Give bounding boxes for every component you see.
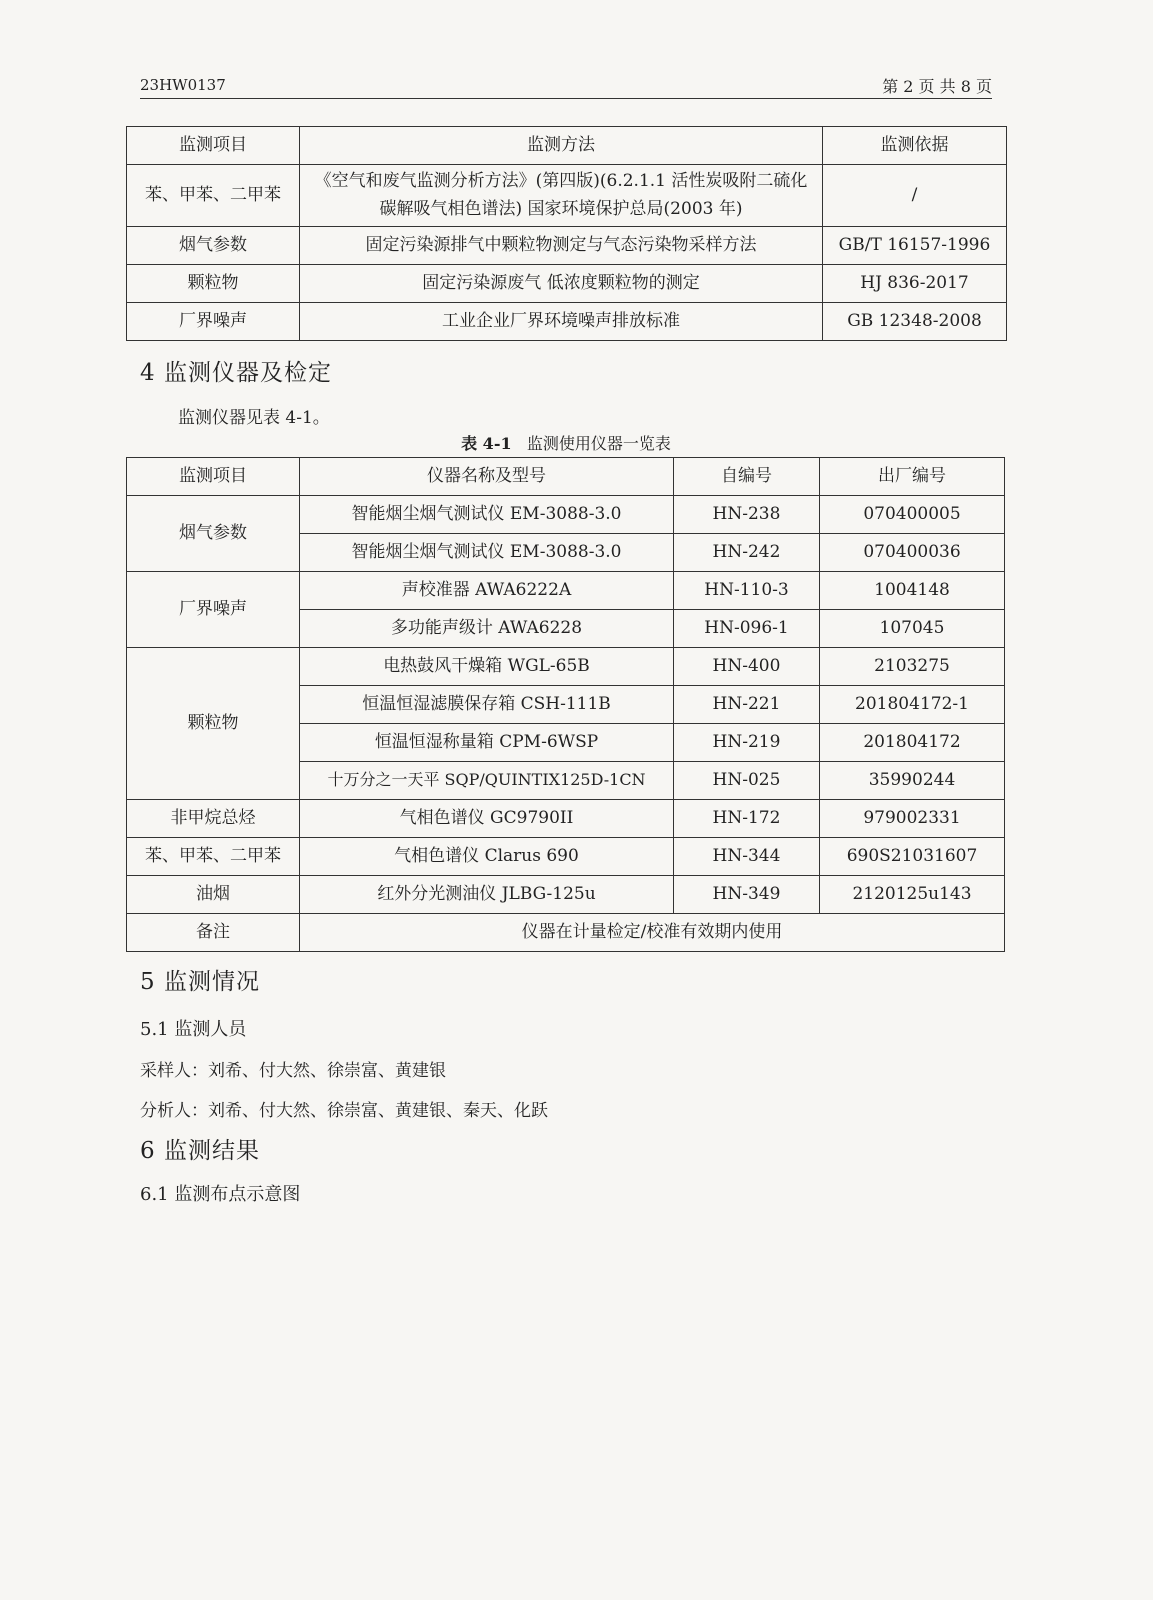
table-row — [127, 838, 1005, 876]
samplers-line: 采样人：刘希、付大然、徐崇富、黄建银 — [140, 1061, 446, 1081]
table-cell: GB/T 16157-1996 — [823, 227, 1007, 265]
table-cell: 声校准器 AWA6222A — [300, 572, 674, 610]
table-cell: HJ 836-2017 — [823, 265, 1007, 303]
table-header-row — [127, 127, 1007, 165]
table-cell: 690S21031607 — [820, 838, 1005, 876]
table-cell: HN-242 — [674, 534, 820, 572]
section-6-title: 6 监测结果 — [140, 1138, 260, 1164]
table-cell: 201804172-1 — [820, 686, 1005, 724]
table-cell: 颗粒物 — [127, 265, 300, 303]
group-label: 苯、甲苯、二甲苯 — [127, 838, 300, 876]
section-4-title: 4 监测仪器及检定 — [140, 360, 332, 386]
column-header: 自编号 — [674, 458, 820, 496]
table-cell: 979002331 — [820, 800, 1005, 838]
table-row — [127, 800, 1005, 838]
table-cell: 35990244 — [820, 762, 1005, 800]
table-caption-title: 监测使用仪器一览表 — [526, 434, 671, 453]
table-row — [127, 876, 1005, 914]
table-cell: 电热鼓风干燥箱 WGL-65B — [300, 648, 674, 686]
table-cell: HN-221 — [674, 686, 820, 724]
table-cell: 恒温恒湿称量箱 CPM-6WSP — [300, 724, 674, 762]
table-cell: HN-349 — [674, 876, 820, 914]
table-cell: HN-096-1 — [674, 610, 820, 648]
column-header: 监测项目 — [127, 127, 300, 165]
table-cell: 苯、甲苯、二甲苯 — [127, 165, 300, 227]
table-row — [127, 572, 1005, 610]
table-caption-number: 表 4-1 — [461, 434, 512, 453]
column-header: 监测依据 — [823, 127, 1007, 165]
table-cell: 十万分之一天平 SQP/QUINTIX125D-1CN — [300, 762, 674, 800]
section-4-intro: 监测仪器见表 4-1。 — [178, 408, 330, 428]
table-row — [127, 496, 1005, 534]
column-header: 监测方法 — [300, 127, 823, 165]
table-cell: 107045 — [820, 610, 1005, 648]
remark-row — [127, 914, 1005, 952]
group-label: 颗粒物 — [127, 648, 300, 800]
column-header: 监测项目 — [127, 458, 300, 496]
section-5-1-title: 5.1 监测人员 — [140, 1019, 247, 1040]
table-cell: 固定污染源废气 低浓度颗粒物的测定 — [300, 265, 823, 303]
page-header — [140, 72, 992, 99]
table-cell: 智能烟尘烟气测试仪 EM-3088-3.0 — [300, 496, 674, 534]
table-cell: HN-025 — [674, 762, 820, 800]
table-cell: GB 12348-2008 — [823, 303, 1007, 341]
remark-label: 备注 — [127, 914, 300, 952]
table-cell: 智能烟尘烟气测试仪 EM-3088-3.0 — [300, 534, 674, 572]
table-row — [127, 227, 1007, 265]
table-cell: HN-110-3 — [674, 572, 820, 610]
remark-text: 仪器在计量检定/校准有效期内使用 — [300, 914, 1005, 952]
table-cell: HN-344 — [674, 838, 820, 876]
column-header: 仪器名称及型号 — [300, 458, 674, 496]
table-cell: 气相色谱仪 Clarus 690 — [300, 838, 674, 876]
table-cell: HN-172 — [674, 800, 820, 838]
group-label: 油烟 — [127, 876, 300, 914]
section-6-1-title: 6.1 监测布点示意图 — [140, 1184, 301, 1205]
table-cell: 固定污染源排气中颗粒物测定与气态污染物采样方法 — [300, 227, 823, 265]
table-cell: 多功能声级计 AWA6228 — [300, 610, 674, 648]
table-row — [127, 265, 1007, 303]
table-cell: / — [823, 165, 1007, 227]
table-cell: 烟气参数 — [127, 227, 300, 265]
table-cell: 厂界噪声 — [127, 303, 300, 341]
table-cell: HN-219 — [674, 724, 820, 762]
table-cell: HN-400 — [674, 648, 820, 686]
page-number: 第 2 页 共 8 页 — [882, 77, 992, 96]
table-cell: 工业企业厂界环境噪声排放标准 — [300, 303, 823, 341]
table-row — [127, 648, 1005, 686]
table-cell: 070400036 — [820, 534, 1005, 572]
instrument-table — [126, 457, 1005, 952]
group-label: 厂界噪声 — [127, 572, 300, 648]
table-cell: 气相色谱仪 GC9790II — [300, 800, 674, 838]
table-caption — [126, 431, 1006, 454]
group-label: 非甲烷总烃 — [127, 800, 300, 838]
table-cell: 201804172 — [820, 724, 1005, 762]
table-cell: 红外分光测油仪 JLBG-125u — [300, 876, 674, 914]
table-cell: 2120125u143 — [820, 876, 1005, 914]
table-cell: 恒温恒湿滤膜保存箱 CSH-111B — [300, 686, 674, 724]
table-cell: 《空气和废气监测分析方法》(第四版)(6.2.1.1 活性炭吸附二硫化碳解吸气相色谱法) 国家环境保护总局(2003 年) — [300, 165, 823, 227]
table-cell: 1004148 — [820, 572, 1005, 610]
table-cell: 2103275 — [820, 648, 1005, 686]
table-row — [127, 303, 1007, 341]
table-row — [127, 165, 1007, 227]
analysts-line: 分析人：刘希、付大然、徐崇富、黄建银、秦天、化跃 — [140, 1101, 548, 1121]
table-cell: 070400005 — [820, 496, 1005, 534]
table-header-row — [127, 458, 1005, 496]
column-header: 出厂编号 — [820, 458, 1005, 496]
document-id: 23HW0137 — [140, 76, 226, 94]
group-label: 烟气参数 — [127, 496, 300, 572]
section-5-title: 5 监测情况 — [140, 969, 260, 995]
methods-table — [126, 126, 1007, 341]
table-cell: HN-238 — [674, 496, 820, 534]
